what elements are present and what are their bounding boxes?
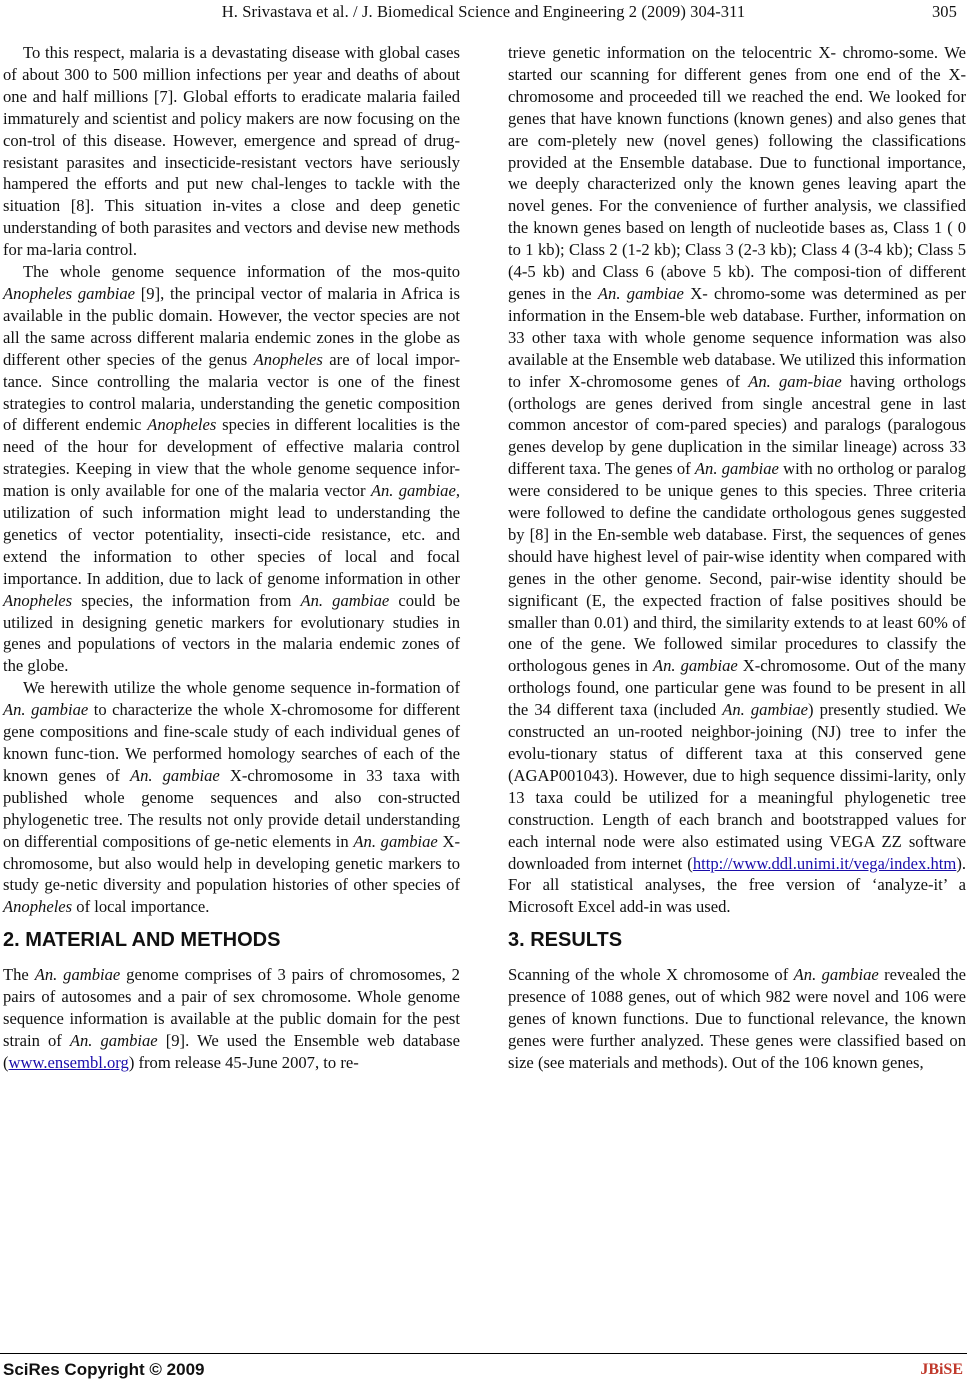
genus-name: Anopheles [3, 590, 73, 610]
species-name: An. gambiae [722, 700, 809, 720]
paragraph-malaria-burden: To this respect, malaria is a devastating disease with global cases of about 300 to 500 million infections per year and deaths of about one and half millions [7]. Global efforts to eradicate malaria failed immaturely and scientist and policy makers are now focusing on the con-trol of this disease. However, emergence and spread of drug-resistant parasites and insecticide-resistant vectors have seriously hampered the efforts and put new chal-lenges to tackle with the situation [8]. This situation in-vites a close and deep genetic understanding of both parasites and vectors and devise new methods for ma-laria control. [3, 43, 460, 260]
text: X- chromo-some was determined as per information in the Ensem-ble web database. Further, information on 33 other taxa with whole genome sequence information was also available at the Ensemble web database. We utilized this information to infer X-chromosome genes of [508, 283, 966, 391]
running-header [0, 2, 967, 22]
text: having orthologs (orthologs are genes derived from single ancestral gene in last common ancestor of com-pared species) and paralogs (paralogous genes develop by gene duplication in the similar lineage) across 33 different taxa. The genes of [508, 371, 966, 479]
text: are of local impor-tance. Since controlling the malaria vector is one of the finest strategies to control malaria, understanding the genetic composition of different endemic [3, 349, 460, 435]
ensembl-link[interactable]: www.ensembl.org [8, 1052, 129, 1072]
text: species in different localities is the need of the hour for development of effective malaria control strategies. Keeping in view that the whole genome sequence infor-mation is only available for one of the malaria vector [3, 415, 461, 501]
text: trieve genetic information on the telocentric X- chromo-some. We started our scanning for different genes from one end of the X-chromosome and proceeded till we reached the end. We looked for genes that have known functions (known genes) and also genes that are com-pletely new (novel genes) following the classifications provided at the Ensemble database. Due to functional importance, we deeply characterized only the known genes leaving apart the novel genes. For the convenience of further analysis, we classified the known genes based on length of nucleotide bases as, Class 1 ( 0 to 1 kb); Class 2 (1-2 kb); Class 3 (2-3 kb); Class 4 (3-4 kb); Class 5 (4-5 kb) and Class 6 (above 5 kb). The composi-tion of different genes in the [508, 43, 966, 303]
footer-journal-abbrev: JBiSE [920, 1361, 963, 1378]
vega-link[interactable]: http://www.ddl.unimi.it/vega/index.htm [692, 853, 957, 873]
species-name: An. gambiae [3, 700, 89, 720]
text: to characterize the whole X-chromosome for different gene compositions and fine-scale study of each individual genes of known func-tion. We performed homology searches of each of the known genes of [3, 700, 460, 785]
paragraph-study-aim [3, 677, 460, 918]
text: could be utilized in designing genetic markers for evolutionary studies in genes and populations of vectors in the malaria endemic zones of the globe. [3, 590, 460, 676]
text: [9]. We used the Ensemble web database ( [3, 1030, 460, 1072]
text: ) presently studied. We constructed an un-rooted neighbor-joining (NJ) tree to infer the evolu-tionary status of different taxa at this conserved gene (AGAP001043). However, due to high sequence dissimi-larity, only 13 taxa could be utilized for a meaningful phylogenetic tree construction. Length of each branch and bootstrapped values for each internal node were also estimated using VEGA ZZ software downloaded from internet ( [508, 700, 966, 873]
section-heading-results: 3. RESULTS [508, 929, 623, 952]
text: ). For all statistical analyses, the free version of ‘analyze-it’ a Microsoft Excel add-in was used. [508, 853, 966, 917]
paragraph-genome-information [3, 261, 460, 677]
genus-name: Anopheles [253, 349, 323, 369]
text: of local importance. [72, 897, 210, 917]
footer-copyright: SciRes Copyright © 2009 [3, 1360, 205, 1379]
text: species, the information from [72, 590, 301, 610]
species-name: An. gambiae [353, 831, 438, 851]
text: revealed the presence of 1088 genes, out of which 982 were novel and 106 were genes of known functions. Due to functional relevance, the known genes were further analyzed. These genes were classified based on size (see materials and methods). Out of the 106 known genes, [508, 965, 967, 1072]
genus-name: Anopheles [3, 897, 73, 917]
species-name: An. gambiae [69, 1030, 158, 1050]
right-column [508, 42, 966, 1074]
text: , utilization of such information might lead to understanding the genetics of vector potentiality, insecti-cide resistance, etc. and extend the information to other species of local and focal importance. In addition, due to lack of genome information in other [3, 481, 460, 588]
species-name: An. gambiae [597, 283, 684, 303]
paragraph-results [508, 964, 966, 1074]
paragraph-methods [3, 964, 460, 1074]
footer-divider [0, 1353, 967, 1354]
text: X-chromosome. Out of the many orthologs found, one particular gene was found to be present in all the 34 different taxa (included [508, 656, 966, 720]
species-name: An. gambiae [129, 765, 220, 785]
text: We herewith utilize the whole genome sequence in-formation of [23, 678, 460, 698]
page-number: 305 [931, 2, 957, 21]
text: with no ortholog or paralog were considered to be unique genes to this species. Three criteria were followed to define the candidate orthologous genes suggested by [8] in the En-semble web database. First, the sequences of genes should have highest level of pair-wise identity when compared with genes in the other genome. Second, pair-wise identity should be significant (E, the expected fraction of false positives should be smaller than 0.01) and third, the similarity extends to at least 60% of one of the gene. We followed similar procedures to classify the orthologous genes in [508, 459, 966, 676]
text: ) from release 45-June 2007, to re- [128, 1052, 359, 1072]
species-name: An. gambiae [34, 965, 121, 985]
text: [9], the principal vector of malaria in Africa is available in the public domain. However, the vector species are not all the same across different malaria endemic zones in the globe as different other species of the genus [3, 283, 460, 369]
species-name: An. gambiae [300, 590, 390, 610]
section-heading-methods: 2. MATERIAL AND METHODS [3, 929, 281, 952]
running-head-text: H. Srivastava et al. / J. Biomedical Science and Engineering 2 (2009) 304-311 [221, 2, 746, 21]
species-name: Anopheles gambiae [3, 283, 136, 303]
species-name: An. gambiae [370, 481, 456, 501]
text: X-chromosome in 33 taxa with published whole genome sequences and also con-structed phylogenetic tree. The results not only provide detail understanding on differential compositions of ge-netic elements in [3, 765, 460, 851]
species-name: An. gam-biae [748, 371, 842, 391]
genus-name: Anopheles [147, 415, 217, 435]
species-name: An. gambiae [694, 459, 779, 479]
species-name: An. gambiae [793, 965, 879, 985]
text: X-chromosome, but also would help in developing genetic markers to study ge-netic diversity and population histories of other species of [3, 831, 460, 895]
species-name: An. gambiae [653, 656, 738, 676]
left-column [3, 42, 460, 1074]
text: The whole genome sequence information of the mos-quito [23, 262, 460, 282]
text: genome comprises of 3 pairs of chromosomes, 2 pairs of autosomes and a pair of sex chromosome. Whole genome sequence information is available at the public domain for the pest strain of [3, 965, 460, 1050]
paragraph-methods-continued [508, 42, 966, 918]
text: Scanning of the whole X chromosome of [508, 965, 794, 985]
text: The [3, 965, 35, 985]
